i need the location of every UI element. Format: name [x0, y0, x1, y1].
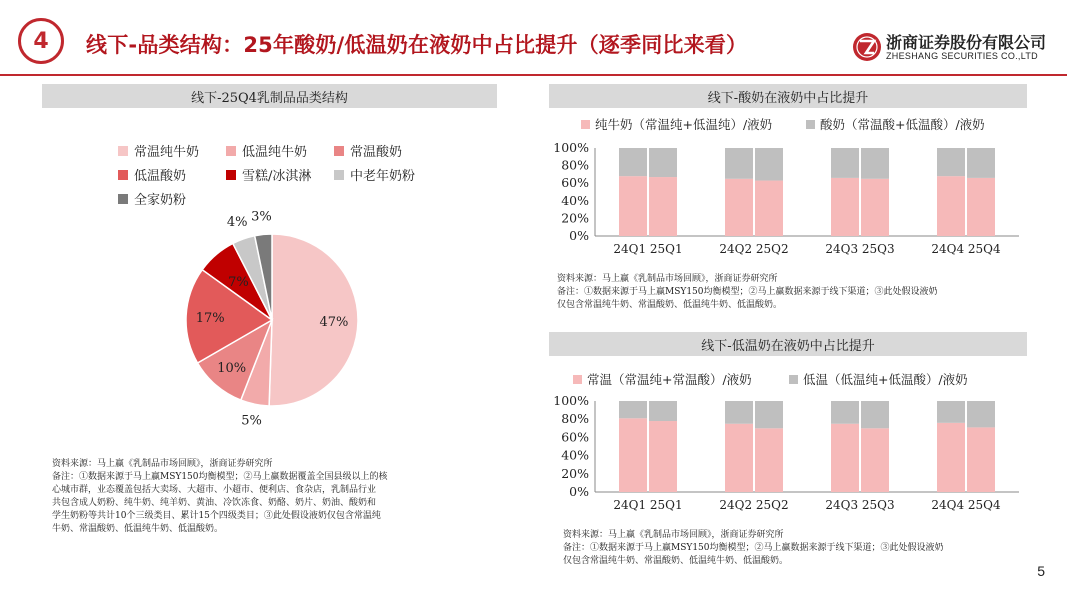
legend-swatch — [789, 375, 798, 384]
left-note-line: 共包含成人奶粉、纯牛奶、纯羊奶、黄油、冷饮冻食、奶酪、奶片、奶油、酸奶和 — [52, 498, 377, 508]
bar-segment — [831, 401, 859, 424]
pie-legend-item — [226, 165, 311, 184]
bar-segment — [649, 401, 677, 421]
pie-data-label: 10% — [217, 360, 247, 376]
legend-swatch — [118, 146, 128, 156]
bar-segment — [755, 401, 783, 428]
right-top-note-line: 仅包含常温纯牛奶、常温酸奶、低温纯牛奶、低温酸奶。 — [557, 300, 783, 310]
y-tick-label: 60% — [561, 175, 589, 191]
y-tick-label: 40% — [561, 447, 589, 463]
right-top-note-line: 备注：①数据来源于马上赢MSY150均衡模型；②马上赢数据来源于线下渠道；③此处假设液奶 — [557, 287, 938, 297]
legend-label: 常温纯牛奶 — [134, 145, 200, 160]
left-note-line: 备注：①数据来源于马上赢MSY150均衡模型；②马上赢数据覆盖全国县级以上的核 — [52, 472, 388, 482]
right-bottom-note — [563, 529, 1027, 568]
legend-swatch — [334, 146, 344, 156]
legend-label: 中老年奶粉 — [350, 169, 416, 184]
bar-segment — [725, 424, 753, 492]
left-note-line: 牛奶、常温酸奶、低温纯牛奶、低温酸奶。 — [52, 524, 224, 534]
bar-segment — [967, 401, 995, 427]
pie-data-label: 4% — [226, 215, 248, 231]
pie-legend-item — [226, 141, 307, 160]
right-top-note-line: 资料来源：马上赢《乳制品市场回顾》，浙商证券研究所 — [557, 274, 778, 284]
legend-swatch — [226, 146, 236, 156]
legend-swatch — [806, 120, 815, 129]
bar-segment — [831, 148, 859, 178]
x-tick-label: 24Q4 25Q4 — [931, 498, 1001, 512]
bar-segment — [649, 177, 677, 236]
x-tick-label: 24Q2 25Q2 — [719, 242, 789, 256]
legend-swatch — [118, 194, 128, 204]
bar-segment — [967, 178, 995, 236]
bar-segment — [619, 176, 647, 236]
legend-label: 酸奶（常温酸+低温酸）/液奶 — [820, 117, 985, 132]
left-section-title: 线下-25Q4乳制品品类结构 — [42, 84, 497, 108]
bar-segment — [831, 424, 859, 492]
section-number-badge — [18, 18, 64, 64]
bar-segment — [861, 401, 889, 428]
bar-segment — [937, 176, 965, 236]
right-bottom-section-title: 线下-低温奶在液奶中占比提升 — [549, 332, 1027, 356]
bar-segment — [725, 401, 753, 424]
x-tick-label: 24Q2 25Q2 — [719, 498, 789, 512]
legend-swatch — [581, 120, 590, 129]
pie-data-label: 5% — [241, 413, 262, 429]
y-tick-label: 60% — [561, 429, 589, 445]
pie-chart — [150, 205, 410, 435]
right-bottom-note-line: 资料来源：马上赢《乳制品市场回顾》，浙商证券研究所 — [563, 530, 784, 540]
bar-segment — [649, 148, 677, 177]
bar-segment — [861, 428, 889, 492]
y-tick-label: 100% — [553, 140, 589, 155]
legend-swatch — [118, 170, 128, 180]
left-note-line: 学生奶粉等共计10个三级类目、累计15个四级类目；③此处假设液奶仅包含常温纯 — [52, 511, 381, 521]
header-divider — [0, 74, 1067, 76]
x-tick-label: 24Q1 25Q1 — [613, 242, 683, 256]
bar-segment — [619, 148, 647, 176]
right-top-section-title: 线下-酸奶在液奶中占比提升 — [549, 84, 1027, 108]
yogurt-share-bar-chart — [549, 112, 1027, 262]
bar-segment — [937, 423, 965, 492]
bar-segment — [861, 179, 889, 236]
bar-segment — [937, 148, 965, 176]
right-top-note — [557, 273, 1027, 312]
legend-label: 常温（常温纯+常温酸）/液奶 — [587, 372, 752, 387]
low-temp-share-bar-chart — [549, 364, 1027, 518]
page-number: 5 — [1037, 563, 1045, 579]
left-note-line: 心城市群，业态覆盖包括大卖场、大超市、小超市、便利店、食杂店，乳制品行业 — [52, 485, 377, 495]
legend-label: 全家奶粉 — [134, 193, 187, 208]
section-number: 4 — [33, 28, 49, 54]
legend-swatch — [334, 170, 344, 180]
logo-emblem-icon — [852, 32, 882, 62]
page-title: 线下-品类结构：25年酸奶/低温奶在液奶中占比提升（逐季同比来看） — [86, 33, 748, 57]
pie-data-label: 47% — [319, 315, 349, 331]
bar-segment — [619, 418, 647, 492]
logo-name-cn: 浙商证券股份有限公司 — [886, 33, 1047, 52]
y-tick-label: 20% — [561, 210, 589, 226]
bar-segment — [967, 148, 995, 178]
bar-segment — [967, 427, 995, 492]
y-tick-label: 20% — [561, 465, 589, 481]
x-tick-label: 24Q3 25Q3 — [825, 498, 895, 512]
y-tick-label: 0% — [569, 484, 589, 499]
legend-swatch — [226, 170, 236, 180]
y-tick-label: 100% — [553, 393, 589, 408]
y-tick-label: 40% — [561, 192, 589, 208]
y-tick-label: 80% — [561, 157, 589, 173]
bar-segment — [755, 148, 783, 181]
pie-legend-item — [118, 141, 199, 160]
pie-legend-item — [334, 141, 402, 160]
legend-label: 低温（低温纯+低温酸）/液奶 — [803, 372, 968, 387]
pie-data-label: 17% — [195, 310, 225, 326]
y-tick-label: 80% — [561, 411, 589, 427]
legend-label: 雪糕/冰淇淋 — [242, 169, 312, 184]
y-tick-label: 0% — [569, 228, 589, 243]
pie-legend-item — [118, 165, 186, 184]
bar-segment — [937, 401, 965, 423]
bar-segment — [649, 421, 677, 492]
right-bottom-note-line: 备注：①数据来源于马上赢MSY150均衡模型；②马上赢数据来源于线下渠道；③此处假设液奶 — [563, 543, 944, 553]
legend-swatch — [573, 375, 582, 384]
pie-data-label: 7% — [228, 274, 249, 290]
bar-segment — [861, 148, 889, 179]
x-tick-label: 24Q4 25Q4 — [931, 242, 1001, 256]
pie-legend-item — [334, 165, 415, 184]
bar-segment — [725, 148, 753, 179]
bar-segment — [831, 178, 859, 236]
legend-label: 低温纯牛奶 — [242, 145, 308, 160]
legend-label: 常温酸奶 — [350, 145, 403, 160]
pie-data-label: 3% — [251, 209, 272, 225]
bar-segment — [755, 181, 783, 236]
bar-segment — [755, 428, 783, 492]
bar-segment — [619, 401, 647, 418]
x-tick-label: 24Q1 25Q1 — [613, 498, 683, 512]
legend-label: 低温酸奶 — [134, 169, 187, 184]
x-tick-label: 24Q3 25Q3 — [825, 242, 895, 256]
company-logo — [852, 30, 1052, 66]
logo-name-en: ZHESHANG SECURITIES CO.,LTD — [886, 51, 1038, 61]
legend-label: 纯牛奶（常温纯+低温纯）/液奶 — [595, 117, 773, 132]
left-note-line: 资料来源：马上赢《乳制品市场回顾》，浙商证券研究所 — [52, 459, 273, 469]
left-note — [52, 458, 497, 536]
bar-segment — [725, 179, 753, 236]
right-bottom-note-line: 仅包含常温纯牛奶、常温酸奶、低温纯牛奶、低温酸奶。 — [563, 556, 789, 566]
